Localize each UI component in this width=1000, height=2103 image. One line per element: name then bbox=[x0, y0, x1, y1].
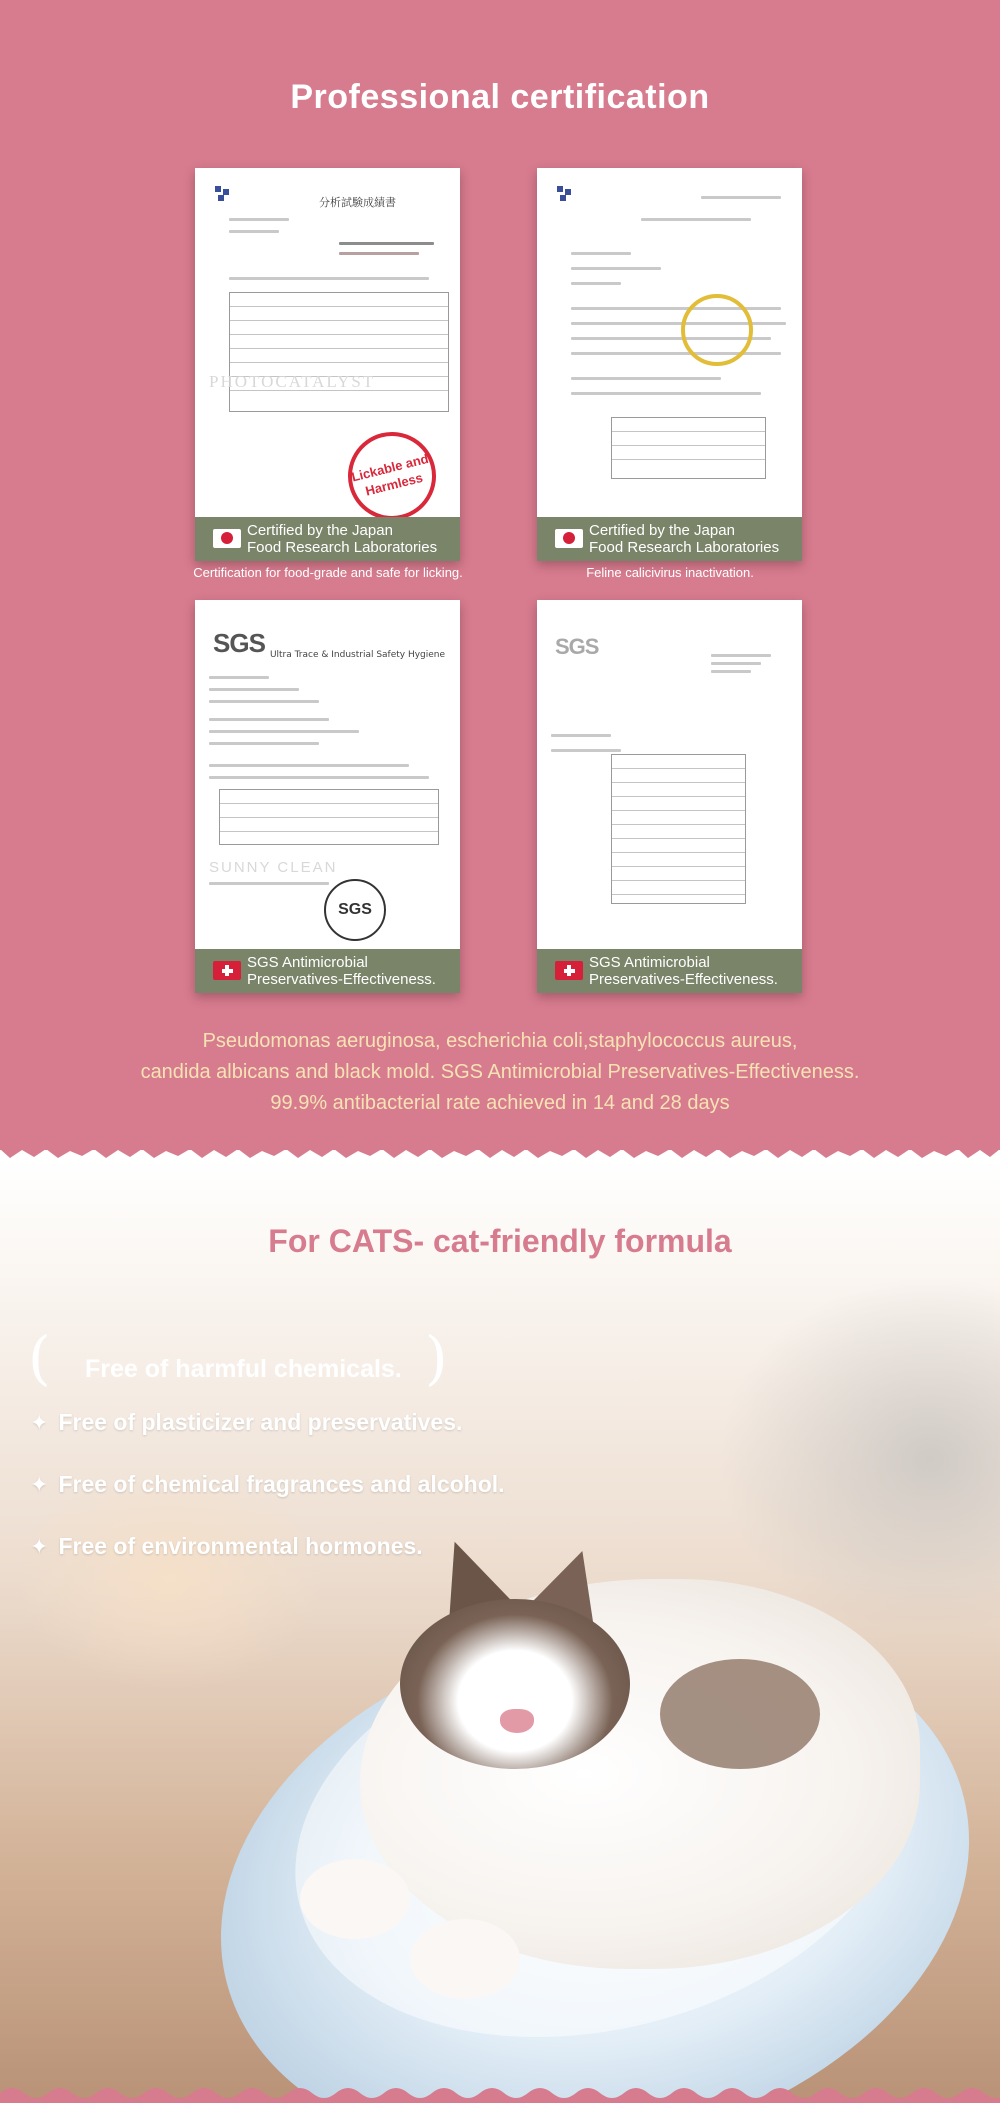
feature-text: Free of plasticizer and preservatives. bbox=[58, 1409, 463, 1435]
swiss-flag-icon bbox=[213, 961, 241, 980]
band-line-1: Certified by the Japan bbox=[589, 522, 735, 539]
japan-flag-icon bbox=[555, 529, 583, 548]
certificate-document bbox=[209, 614, 446, 935]
cat-nose bbox=[500, 1709, 534, 1733]
certificate-document bbox=[551, 182, 788, 503]
lickable-harmless-stamp: Lickable and Harmless bbox=[339, 423, 446, 530]
description-line: 99.9% antibacterial rate achieved in 14 and 28 days bbox=[270, 1092, 730, 1114]
sleeping-cat-image bbox=[360, 1539, 920, 1969]
certificate-band bbox=[195, 517, 460, 561]
lab-logo-icon bbox=[555, 184, 581, 204]
certificate-caption: Certification for food-grade and safe for licking. bbox=[193, 565, 463, 580]
swiss-flag-icon bbox=[555, 961, 583, 980]
document-heading: 分析試験成績書 bbox=[319, 196, 396, 209]
certificate-card-sgs-2 bbox=[537, 600, 802, 993]
antibacterial-description bbox=[0, 1026, 1000, 1119]
left-bracket-icon: ( bbox=[28, 1324, 51, 1392]
description-line: Pseudomonas aeruginosa, escherichia coli,staphylococcus aureus, bbox=[202, 1030, 798, 1052]
section-title: Professional certification bbox=[290, 78, 710, 116]
band-line-2: Preservatives-Effectiveness. bbox=[589, 971, 778, 988]
band-line-2: Food Research Laboratories bbox=[589, 539, 780, 556]
feature-main-text: Free of harmful chemicals. bbox=[85, 1355, 402, 1383]
sgs-logo: SGS bbox=[213, 628, 265, 658]
certificate-band bbox=[195, 949, 460, 993]
sparkle-star-icon: ✦ bbox=[30, 1472, 49, 1497]
sgs-logo: SGS bbox=[555, 634, 599, 659]
certificate-card-feline-calicivirus bbox=[537, 168, 802, 561]
feature-text: Free of chemical fragrances and alcohol. bbox=[58, 1471, 505, 1497]
certificate-caption: Feline calicivirus inactivation. bbox=[586, 565, 754, 580]
document-heading: Ultra Trace & Industrial Safety Hygiene bbox=[269, 650, 446, 660]
right-bracket-icon: ) bbox=[425, 1324, 448, 1392]
feature-text: Free of environmental hormones. bbox=[58, 1533, 423, 1559]
certificate-document bbox=[551, 614, 788, 935]
band-line-1: SGS Antimicrobial bbox=[247, 954, 368, 971]
band-line-2: Preservatives-Effectiveness. bbox=[247, 971, 436, 988]
sgs-seal-stamp: SGS bbox=[324, 879, 386, 941]
document-watermark: PHOTOCATALYST bbox=[209, 372, 376, 391]
torn-edge-divider bbox=[0, 1145, 1000, 1159]
band-line-1: Certified by the Japan bbox=[247, 522, 393, 539]
highlight-circle bbox=[681, 294, 753, 366]
sparkle-star-icon: ✦ bbox=[30, 1410, 49, 1435]
lab-logo-icon bbox=[213, 184, 239, 204]
feature-item bbox=[30, 1471, 505, 1498]
feature-item bbox=[30, 1533, 423, 1560]
cat-friendly-section bbox=[0, 1159, 1000, 2103]
certificate-document bbox=[209, 182, 446, 503]
certificate-card-sgs-1 bbox=[195, 600, 460, 993]
sparkle-star-icon: ✦ bbox=[30, 1534, 49, 1559]
band-line-2: Food Research Laboratories bbox=[247, 539, 438, 556]
cats-section-title: For CATS- cat-friendly formula bbox=[268, 1223, 732, 1259]
description-line: candida albicans and black mold. SGS Antimicrobial Preservatives-Effectiveness. bbox=[140, 1061, 860, 1083]
certificate-band bbox=[537, 949, 802, 993]
cat-paw bbox=[300, 1859, 410, 1939]
certificate-band bbox=[537, 517, 802, 561]
feature-item bbox=[30, 1409, 462, 1436]
japan-flag-icon bbox=[213, 529, 241, 548]
band-line-1: SGS Antimicrobial bbox=[589, 954, 710, 971]
certificate-card-japan-food bbox=[195, 168, 460, 561]
bottom-wave-border bbox=[0, 2083, 1000, 2103]
document-watermark: SUNNY CLEAN bbox=[209, 859, 338, 876]
cat-paw bbox=[410, 1919, 520, 1999]
